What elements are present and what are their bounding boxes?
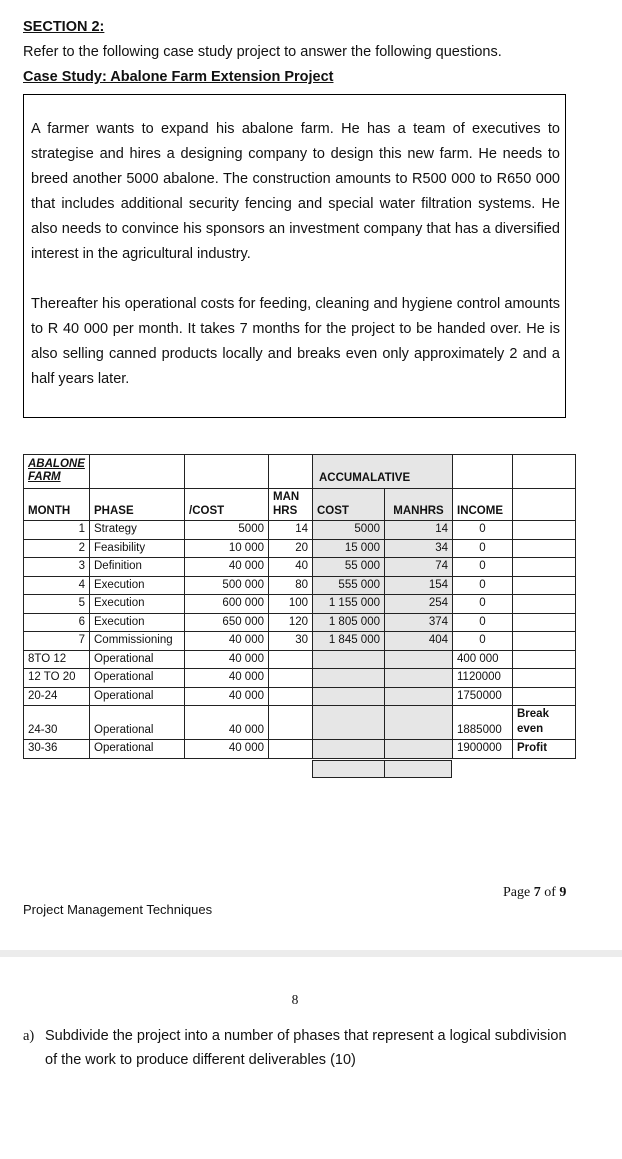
note-cell	[513, 595, 576, 614]
man-hrs-cell	[269, 650, 313, 669]
income-cell: 0	[453, 539, 513, 558]
note-cell	[513, 632, 576, 651]
table-row	[24, 687, 576, 706]
table-row	[24, 521, 576, 540]
phase-cell: Execution	[90, 595, 185, 614]
month-cell: 20-24	[24, 687, 90, 706]
acc-manhrs-cell	[385, 687, 453, 706]
phase-cell: Commissioning	[90, 632, 185, 651]
income-cell: 1885000	[453, 706, 513, 740]
cost-cell: 500 000	[185, 576, 269, 595]
case-paragraph-2: Thereafter his operational costs for feeding, cleaning and hygiene control amounts to R 40 000 per month. It takes 7 months for the project to be handed over. He is also selling canned products locally and breaks even only approximately 2 and a half years later.	[31, 296, 560, 387]
header-acc-cost: COST	[313, 489, 385, 521]
header-month: MONTH	[24, 489, 90, 521]
table-corner-label: ABALONE FARM	[24, 455, 90, 489]
income-cell: 0	[453, 613, 513, 632]
acc-cost-cell	[313, 669, 385, 688]
page-number: 8	[291, 992, 299, 1007]
intro-text: Refer to the following case study project to answer the following questions.	[23, 44, 502, 60]
question-label: a)	[23, 1028, 35, 1044]
man-hrs-cell: 20	[269, 539, 313, 558]
table-body	[24, 521, 576, 759]
accumulative-header: ACCUMALATIVE	[313, 455, 453, 489]
cost-cell: 40 000	[185, 740, 269, 759]
note-cell	[513, 558, 576, 577]
cost-cell: 40 000	[185, 558, 269, 577]
acc-manhrs-cell: 404	[385, 632, 453, 651]
acc-cost-cell: 1 845 000	[313, 632, 385, 651]
note-cell	[513, 576, 576, 595]
man-hrs-cell: 40	[269, 558, 313, 577]
note-cell	[513, 613, 576, 632]
phase-cell: Operational	[90, 669, 185, 688]
table-row	[24, 595, 576, 614]
acc-manhrs-cell: 154	[385, 576, 453, 595]
phase-cell: Execution	[90, 613, 185, 632]
acc-manhrs-cell	[385, 650, 453, 669]
page-indicator: Page 7 of 9	[503, 885, 567, 900]
acc-cost-cell: 15 000	[313, 539, 385, 558]
man-hrs-cell	[269, 706, 313, 740]
acc-cost-cell	[313, 706, 385, 740]
man-hrs-cell: 14	[269, 521, 313, 540]
acc-manhrs-cell: 34	[385, 539, 453, 558]
phase-cell: Operational	[90, 650, 185, 669]
note-cell: Break even	[513, 706, 576, 740]
acc-cost-cell	[313, 740, 385, 759]
phase-cell: Execution	[90, 576, 185, 595]
acc-manhrs-cell: 74	[385, 558, 453, 577]
page-separator	[0, 950, 622, 957]
table-row	[24, 706, 576, 740]
note-cell	[513, 669, 576, 688]
table-row	[24, 632, 576, 651]
cost-cell: 40 000	[185, 632, 269, 651]
income-cell: 0	[453, 576, 513, 595]
month-cell: 6	[24, 613, 90, 632]
man-hrs-cell: 120	[269, 613, 313, 632]
note-cell	[513, 650, 576, 669]
income-cell: 0	[453, 595, 513, 614]
cost-cell: 40 000	[185, 706, 269, 740]
header-acc-manhrs: MANHRS	[385, 489, 453, 521]
table-row	[24, 576, 576, 595]
income-cell: 1900000	[453, 740, 513, 759]
acc-manhrs-cell: 374	[385, 613, 453, 632]
month-cell: 5	[24, 595, 90, 614]
month-cell: 2	[24, 539, 90, 558]
case-paragraph-1: A farmer wants to expand his abalone farm. He has a team of executives to strategise and hires a designing company to design this new farm. He needs to breed another 5000 abalone. The construction amounts to R500 000 to R650 000 that includes additional security fencing and special water filtration systems. He also needs to convince his sponsors an investment company that has a diversified interest in the agricultural industry.	[31, 121, 560, 262]
acc-manhrs-cell	[385, 706, 453, 740]
acc-manhrs-cell	[385, 740, 453, 759]
acc-manhrs-cell: 254	[385, 595, 453, 614]
section-title: SECTION 2:	[23, 19, 105, 35]
acc-manhrs-cell: 14	[385, 521, 453, 540]
month-cell: 3	[24, 558, 90, 577]
header-cost: /COST	[185, 489, 269, 521]
question-line-1: Subdivide the project into a number of phases that represent a logical subdivision	[45, 1028, 567, 1044]
acc-cost-cell: 555 000	[313, 576, 385, 595]
phase-cell: Operational	[90, 740, 185, 759]
income-cell: 400 000	[453, 650, 513, 669]
question-a	[23, 1024, 583, 1072]
man-hrs-cell	[269, 669, 313, 688]
income-cell: 1120000	[453, 669, 513, 688]
note-cell	[513, 687, 576, 706]
acc-cost-cell: 1 805 000	[313, 613, 385, 632]
phase-cell: Strategy	[90, 521, 185, 540]
note-cell: Profit	[513, 740, 576, 759]
acc-cost-cell: 1 155 000	[313, 595, 385, 614]
month-cell: 24-30	[24, 706, 90, 740]
acc-manhrs-cell	[385, 669, 453, 688]
footer-text: Project Management Techniques	[23, 902, 213, 917]
cost-cell: 40 000	[185, 669, 269, 688]
phase-cell: Operational	[90, 706, 185, 740]
header-phase: PHASE	[90, 489, 185, 521]
income-cell: 0	[453, 558, 513, 577]
man-hrs-cell: 100	[269, 595, 313, 614]
cost-cell: 40 000	[185, 687, 269, 706]
acc-cost-cell	[313, 687, 385, 706]
note-cell	[513, 539, 576, 558]
table-row	[24, 539, 576, 558]
phase-cell: Feasibility	[90, 539, 185, 558]
man-hrs-cell	[269, 740, 313, 759]
question-line-2: of the work to produce different deliverables (10)	[45, 1052, 356, 1068]
income-cell: 0	[453, 632, 513, 651]
man-hrs-cell: 30	[269, 632, 313, 651]
table-row	[24, 558, 576, 577]
month-cell: 12 TO 20	[24, 669, 90, 688]
month-cell: 30-36	[24, 740, 90, 759]
header-man-hrs: MAN HRS	[269, 489, 313, 521]
acc-cost-cell	[313, 650, 385, 669]
cost-cell: 10 000	[185, 539, 269, 558]
table-extra-shaded-row	[312, 760, 452, 778]
note-cell	[513, 521, 576, 540]
cost-cell: 40 000	[185, 650, 269, 669]
table-row	[24, 650, 576, 669]
cost-cell: 600 000	[185, 595, 269, 614]
phase-cell: Definition	[90, 558, 185, 577]
man-hrs-cell	[269, 687, 313, 706]
abalone-farm-table	[23, 454, 576, 759]
month-cell: 4	[24, 576, 90, 595]
table-row	[24, 613, 576, 632]
man-hrs-cell: 80	[269, 576, 313, 595]
case-study-box	[23, 94, 566, 418]
income-cell: 0	[453, 521, 513, 540]
month-cell: 7	[24, 632, 90, 651]
header-income: INCOME	[453, 489, 513, 521]
acc-cost-cell: 55 000	[313, 558, 385, 577]
acc-cost-cell: 5000	[313, 521, 385, 540]
table-row	[24, 669, 576, 688]
month-cell: 1	[24, 521, 90, 540]
case-study-title: Case Study: Abalone Farm Extension Project	[23, 69, 334, 85]
table-row	[24, 740, 576, 759]
income-cell: 1750000	[453, 687, 513, 706]
month-cell: 8TO 12	[24, 650, 90, 669]
cost-cell: 5000	[185, 521, 269, 540]
phase-cell: Operational	[90, 687, 185, 706]
cost-cell: 650 000	[185, 613, 269, 632]
